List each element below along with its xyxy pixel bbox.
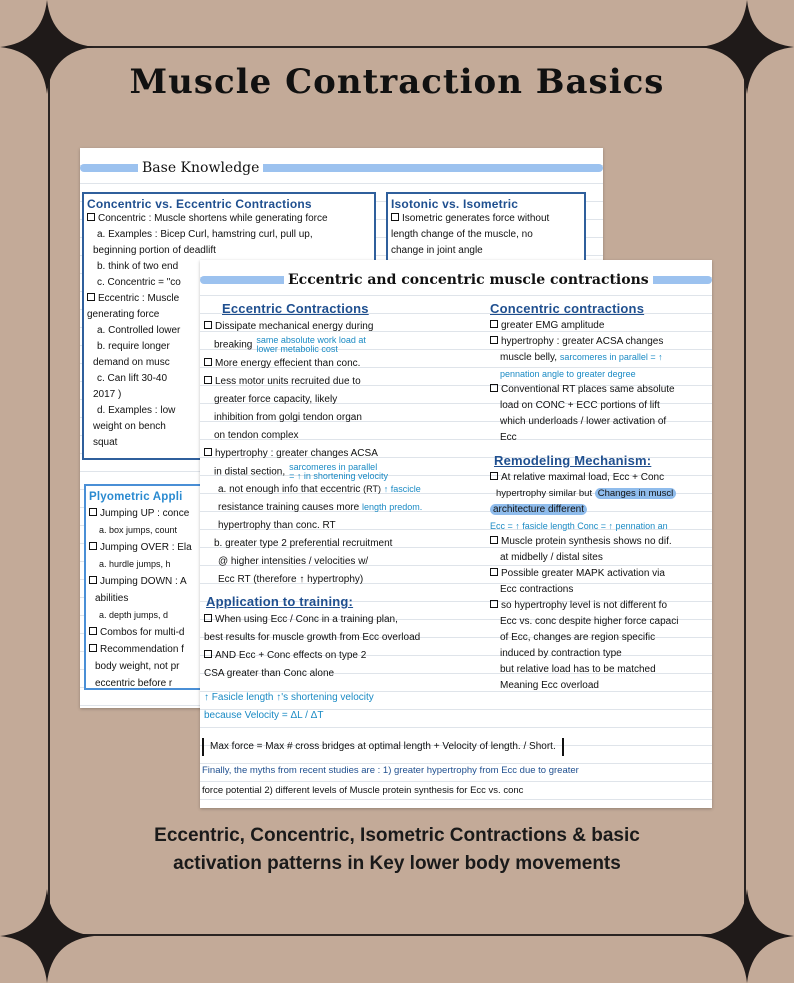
left-column (204, 300, 484, 725)
list-item: on tendon complex (214, 429, 299, 441)
list-item: b. think of two end (97, 261, 179, 272)
list-item: a. hurdle jumps, h (99, 559, 171, 569)
list-item: hypertrophy similar but (496, 488, 593, 499)
list-item: body weight, not pr (95, 661, 180, 672)
section-title: Application to training: (206, 594, 354, 610)
section-title: Remodeling Mechanism: (494, 453, 652, 468)
list-item: c. Concentric = "co (97, 277, 181, 288)
annotation: length (361, 502, 387, 513)
annotation: sarcomeres in parallel = ↑ (559, 352, 663, 362)
list-item: a. Examples : Bicep Curl, hamstring curl, pull up, (97, 229, 313, 240)
list-item: so hypertrophy level is not different fo (490, 598, 710, 614)
list-item: When using Ecc / Conc in a training plan, (204, 611, 484, 629)
list-item: c. Can lift 30-40 (97, 373, 168, 384)
section-title: Concentric contractions (490, 301, 645, 316)
list-item: best results for muscle growth from Ecc overload (204, 632, 421, 644)
eccentric-section (204, 300, 484, 589)
eccentric-concentric-page (200, 260, 712, 808)
caption-line: activation patterns in Key lower body movements (173, 853, 621, 874)
list-item: greater EMG amplitude (490, 318, 710, 334)
list-item: Conventional RT places same absolute (490, 382, 710, 398)
list-item: breaking (214, 339, 253, 351)
page-title: Muscle Contraction Basics (129, 62, 665, 102)
caption-line: Eccentric, Concentric, Isometric Contractions & basic (154, 825, 640, 846)
list-item: a. box jumps, count (99, 525, 178, 535)
page-header: Eccentric and concentric muscle contractions (284, 272, 653, 288)
list-item: greater force capacity, likely (214, 393, 338, 405)
section-title: Isotonic vs. Isometric (391, 197, 519, 211)
list-item: a. not enough info that eccentric (218, 484, 361, 496)
annotation: same absolute work load at (256, 335, 366, 345)
list-item: @ higher intensities / velocities w/ (218, 556, 369, 568)
list-item: in distal section, (214, 466, 286, 478)
max-force-formula: Max force = Max # cross bridges at optimal length + Velocity of length. / Short. (202, 738, 564, 756)
list-item: More energy effecient than conc. (204, 355, 484, 373)
list-item: Isometric generates force without (391, 211, 581, 227)
list-item: beginning portion of deadlift (93, 245, 216, 256)
list-item: Ecc RT (therefore ↑ hypertrophy) (218, 574, 364, 586)
corner-star-icon (0, 889, 94, 983)
list-item: abilities (95, 593, 129, 604)
list-item: Recommendation f (89, 641, 279, 658)
annotation-group (289, 463, 388, 481)
right-column (490, 300, 710, 694)
page-header: Base Knowledge (138, 160, 263, 176)
list-item: squat (93, 437, 118, 448)
list-item: a. Controlled lower (97, 325, 181, 336)
caption (0, 822, 794, 878)
highlight: Changes in muscl (595, 488, 677, 499)
section-title: Concentric vs. Eccentric Contractions (87, 197, 312, 211)
list-item: AND Ecc + Conc effects on type 2 (204, 647, 484, 665)
list-item: hypertrophy : greater ACSA changes (490, 334, 710, 350)
finally-note: Finally, the myths from recent studies are : 1) greater hypertrophy from Ecc due to greater (202, 765, 579, 776)
isotonic-isometric-box (386, 192, 586, 266)
list-item: Ecc contractions (500, 584, 574, 595)
corner-star-icon (700, 889, 794, 983)
application-section (204, 593, 484, 725)
annotation: sarcomeres in parallel (289, 461, 378, 472)
list-item: length change of the muscle, no (391, 229, 533, 240)
list-item: CSA greater than Conc alone (204, 668, 335, 680)
list-item: hypertrophy : greater changes ACSA (204, 445, 484, 463)
list-item: muscle belly, (500, 352, 558, 363)
list-item: Dissipate mechanical energy during (204, 318, 484, 336)
remodeling-section (490, 452, 710, 694)
list-item: generating force (87, 309, 160, 320)
list-item: eccentric before r (95, 678, 173, 689)
list-item: Ecc = ↑ fasicle length Conc = ↑ pennation an (490, 521, 668, 531)
list-item: induced by contraction type (500, 648, 622, 659)
annotation-group (256, 336, 366, 354)
list-item: which underloads / lower activation of (500, 416, 667, 427)
list-item: at midbelly / distal sites (500, 552, 603, 563)
list-item: ↑ Fasicle length ↑'s shortening velocity (204, 692, 374, 704)
annotation: (RT) (363, 484, 381, 495)
list-item: hypertrophy than conc. RT (218, 520, 336, 532)
list-item: of Ecc, changes are region specific (500, 632, 656, 643)
list-item: Eccentric : Muscle (87, 291, 371, 307)
list-item: Jumping UP : conce (89, 505, 279, 522)
highlight: architecture different (490, 504, 587, 515)
list-item: b. require longer (97, 341, 170, 352)
section-title: Eccentric Contractions (222, 301, 369, 316)
list-item: Jumping DOWN : A (89, 573, 279, 590)
list-item: d. Examples : low (97, 405, 176, 416)
list-item: a. depth jumps, d (99, 610, 169, 620)
annotation: predom. (389, 502, 423, 513)
list-item: inhibition from golgi tendon organ (214, 411, 362, 423)
list-item: Jumping OVER : Ela (89, 539, 279, 556)
list-item: At relative maximal load, Ecc + Conc (490, 470, 710, 486)
list-item: Ecc (500, 432, 517, 443)
list-item: demand on musc (93, 357, 170, 368)
section-title: Plyometric Appli (89, 491, 183, 503)
list-item: b. greater type 2 preferential recruitment (214, 538, 393, 550)
list-item: Concentric : Muscle shortens while generating force (87, 211, 371, 227)
list-item: pennation angle to greater degree (500, 369, 636, 379)
list-item: Ecc vs. conc despite higher force capaci (500, 616, 679, 627)
list-item: Less motor units recruited due to (204, 373, 484, 391)
list-item: resistance training causes more (218, 502, 360, 514)
list-item: Muscle protein synthesis shows no dif. (490, 534, 710, 550)
list-item: Combos for multi-d (89, 624, 279, 641)
finally-note: force potential 2) different levels of Muscle protein synthesis for Ecc vs. conc (202, 785, 524, 796)
list-item: weight on bench (93, 421, 166, 432)
annotation: = ↑ in shortening velocity (289, 470, 388, 481)
list-item: because Velocity = ΔL / ΔT (204, 710, 324, 722)
annotation: ↑ fascicle (383, 484, 421, 495)
concentric-section (490, 300, 710, 446)
list-item: load on CONC + ECC portions of lift (500, 400, 660, 411)
list-item: Meaning Ecc overload (500, 680, 599, 691)
list-item: but relative load has to be matched (500, 664, 656, 675)
list-item: Possible greater MAPK activation via (490, 566, 710, 582)
list-item: 2017 ) (93, 389, 122, 400)
list-item: change in joint angle (391, 245, 483, 256)
annotation: lower metabolic cost (256, 344, 338, 354)
